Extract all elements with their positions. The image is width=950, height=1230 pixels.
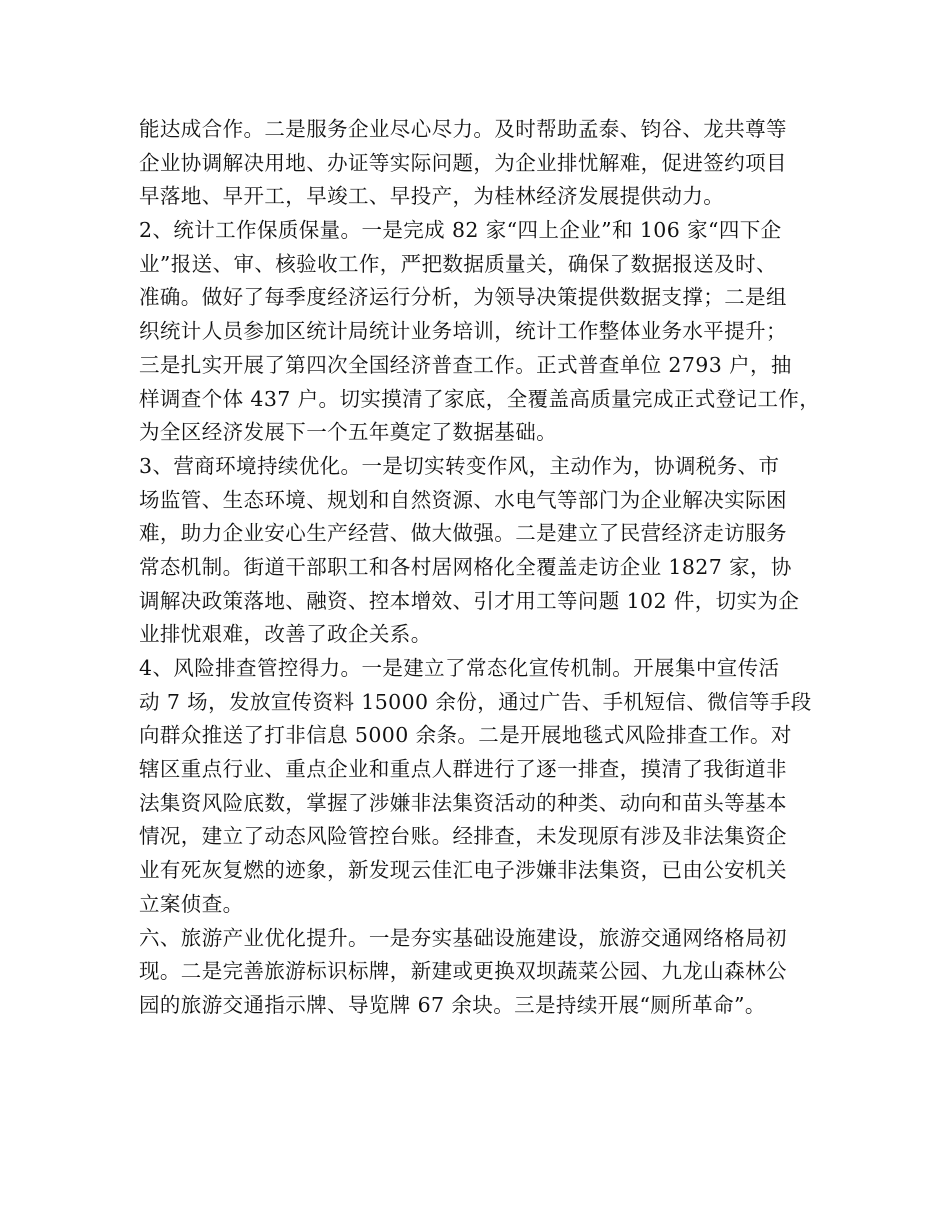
text-line: 为全区经济发展下一个五年奠定了数据基础。 xyxy=(139,420,557,445)
text-line: 难，助力企业安心生产经营、做大做强。二是建立了民营经济走访服务 xyxy=(139,521,787,546)
text-line: 企业协调解决用地、办证等实际问题，为企业排忧解难，促进签约项目 xyxy=(139,150,787,175)
text-line: 业”报送、审、核验收工作，严把数据质量关，确保了数据报送及时、 xyxy=(139,251,777,276)
text-line: 业有死灰复燃的迹象，新发现云佳汇电子涉嫌非法集资，已由公安机关 xyxy=(139,858,787,883)
text-line: 调解决政策落地、融资、控本增效、引才用工等问题 102 件，切实为企 xyxy=(139,588,800,613)
text-line: 现。二是完善旅游标识标牌，新建或更换双坝蔬菜公园、九龙山森林公 xyxy=(139,959,787,984)
text-line: 能达成合作。二是服务企业尽心尽力。及时帮助孟泰、钧谷、龙共尊等 xyxy=(139,117,787,141)
text-line: 向群众推送了打非信息 5000 余条。二是开展地毯式风险排查工作。对 xyxy=(139,723,792,748)
text-line: 样调查个体 437 户。切实摸清了家底，全覆盖高质量完成正式登记工作， xyxy=(139,386,821,411)
body-text xyxy=(139,113,839,1023)
text-line: 2、统计工作保质保量。一是完成 82 家“四上企业”和 106 家“四下企 xyxy=(139,218,782,243)
text-line: 立案侦查。 xyxy=(139,891,244,916)
text-line: 织统计人员参加区统计局统计业务培训，统计工作整体业务水平提升； xyxy=(139,319,787,344)
text-line: 园的旅游交通指示牌、导览牌 67 余块。三是持续开展“厕所革命”。 xyxy=(139,992,766,1017)
text-line: 4、风险排查管控得力。一是建立了常态化宣传机制。开展集中宣传活 xyxy=(139,656,780,680)
text-line: 场监管、生态环境、规划和自然资源、水电气等部门为企业解决实际困 xyxy=(139,487,787,512)
text-line: 准确。做好了每季度经济运行分析，为领导决策提供数据支撑；二是组 xyxy=(139,285,787,310)
text-line: 3、营商环境持续优化。一是切实转变作风，主动作为，协调税务、市 xyxy=(139,453,780,478)
text-line: 辖区重点行业、重点企业和重点人群进行了逐一排查，摸清了我街道非 xyxy=(139,757,787,782)
text-line: 六、旅游产业优化提升。一是夯实基础设施建设，旅游交通网络格局初 xyxy=(139,925,787,950)
text-line: 动 7 场，发放宣传资料 15000 余份，通过广告、手机短信、微信等手段 xyxy=(139,689,812,714)
text-line: 常态机制。街道干部职工和各村居网格化全覆盖走访企业 1827 家，协 xyxy=(139,554,792,579)
text-line: 情况，建立了动态风险管控台账。经排查，未发现原有涉及非法集资企 xyxy=(139,824,787,849)
text-line: 早落地、早开工，早竣工、早投产，为桂林经济发展提供动力。 xyxy=(139,184,725,209)
text-line: 三是扎实开展了第四次全国经济普查工作。正式普查单位 2793 户，抽 xyxy=(139,352,792,377)
text-line: 业排忧艰难，改善了政企关系。 xyxy=(139,622,432,647)
text-line: 法集资风险底数，掌握了涉嫌非法集资活动的种类、动向和苗头等基本 xyxy=(139,790,787,815)
